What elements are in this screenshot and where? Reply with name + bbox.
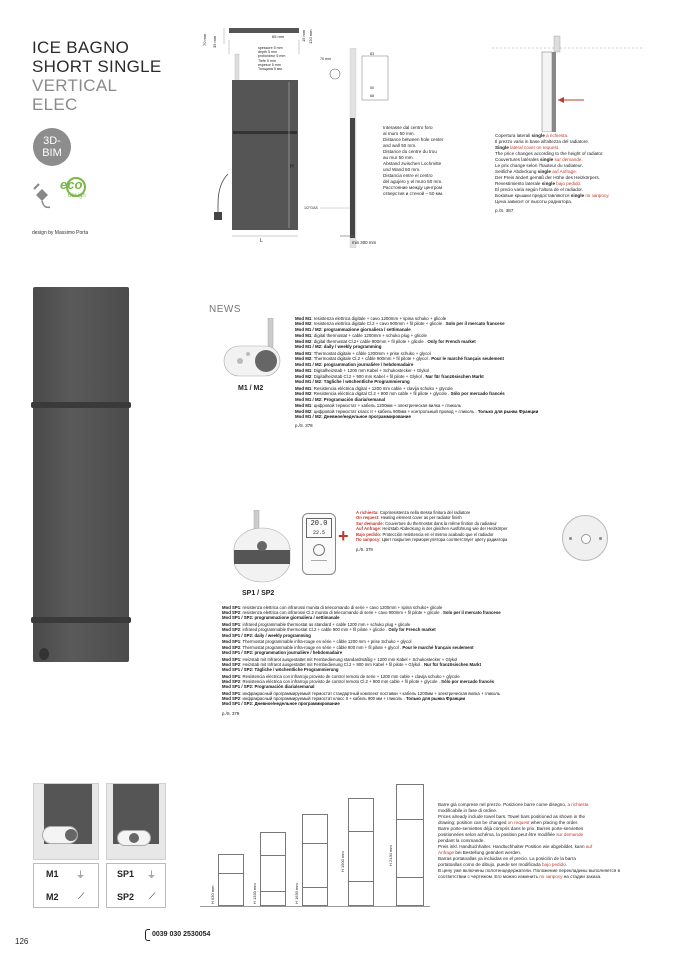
radiator-photo bbox=[33, 287, 129, 662]
model-line: Mod SP1 / SP2: Tägliche / wöchentliche Programmierung bbox=[222, 667, 339, 673]
model-group bbox=[295, 403, 655, 419]
bim-line-2: BIM bbox=[42, 147, 62, 159]
model-group bbox=[222, 605, 662, 621]
model-line: Mod M1 / M2: Дневное/недельное программирование bbox=[295, 414, 411, 420]
note-line: Distancia entre el centro bbox=[383, 173, 433, 178]
request-notes bbox=[356, 510, 566, 553]
min-300-label: min 300 mm bbox=[352, 240, 377, 245]
model-ref: p./S. 379 bbox=[222, 710, 240, 716]
model-group bbox=[295, 333, 655, 349]
note-line: al muro 50 mm. bbox=[383, 131, 415, 136]
model-line: Mod SP1 / SP2: programmazione giornaliera / settimanale bbox=[222, 615, 340, 621]
model-line: Mod SP1 / SP2: Programación diaria/semanal bbox=[222, 684, 315, 690]
model-line: Mod SP1: Heizstab mit Infrarot ausgestattet mit Fernbedienung standardmäßig + 1200 mm Kabel + Schukostecker + Glykol bbox=[222, 656, 458, 662]
cover-line: El precio varia según l'altura de el radiador. bbox=[495, 187, 583, 192]
designer-credit: design by Massimo Porta bbox=[32, 230, 89, 236]
model-line: Mod M1 / M2: programmation journalière / hebdomadaire bbox=[295, 361, 414, 367]
remote-display-big: 20.0 bbox=[310, 520, 328, 528]
bars-line: Barre già comprese nel prezzo. Posizione barre come disegno, a richiesta bbox=[438, 802, 589, 807]
title-line-1: ICE BAGNO bbox=[32, 38, 130, 57]
bars-line: Barre porte-serviettes déjà compris dans le prix. Barres porte-serviettes bbox=[438, 826, 584, 831]
cover-disc-image bbox=[562, 515, 608, 561]
model-group bbox=[222, 691, 662, 707]
phone-number[interactable]: 0039 030 2530054 bbox=[152, 931, 211, 938]
bim-line-1: 3D- bbox=[43, 135, 61, 147]
m-thermostat-image bbox=[218, 318, 288, 383]
radiator-outline bbox=[302, 814, 328, 906]
product-title bbox=[32, 38, 162, 114]
radiator-outline bbox=[260, 832, 286, 906]
cover-line: Couvertures latérales single sur demande. bbox=[495, 157, 583, 162]
thickness-line: depth 5 mm bbox=[258, 50, 277, 55]
note-line: Расстояние между центром bbox=[383, 185, 443, 190]
bars-line: drawing; position can be changed on request when placing the order. bbox=[438, 820, 579, 825]
eco-text: eco bbox=[60, 177, 83, 192]
cover-line: Le prix change selon l'hauteur du radiateur. bbox=[495, 163, 583, 168]
cover-notes bbox=[495, 133, 655, 214]
gas-label: 1/2"GAS bbox=[304, 206, 318, 210]
radiator-outline bbox=[218, 854, 244, 906]
cover-line: Revestimiento laterale single bajo pedido. bbox=[495, 181, 582, 186]
cover-line: Single lateral cover on request. bbox=[495, 145, 560, 150]
height-h-label: H bbox=[290, 164, 294, 170]
dim-15: 15 mm bbox=[301, 29, 306, 42]
note-line: Abstand zwischen Lochmitte bbox=[383, 161, 442, 166]
height-label: H 1630 mm bbox=[294, 883, 299, 904]
sp-detail-photo bbox=[106, 783, 166, 860]
wire-icon: ⟋ bbox=[149, 891, 156, 901]
note-line: del agujero y el muro 50 mm. bbox=[383, 179, 443, 184]
model-line: Mod M2: digital thermostat Cl.2+ cable 900mm + fil pilote + glicole . Only for French market bbox=[295, 338, 476, 344]
model-line: Mod SP2: инфракрасный программируемый термостат класс II + кабель 900 мм + гликоль . Только для рынка Франции bbox=[222, 696, 466, 702]
model-ref: p./S. 378 bbox=[295, 423, 313, 429]
request-line: Auf Anfrage: Heizstab Abdeckung in der gleichen Ausführung wie der Heizkörper bbox=[356, 526, 508, 532]
thickness-line: Tiefe 5 mm bbox=[258, 58, 276, 63]
cover-line: Цена зависит от высоты радиатора. bbox=[495, 199, 573, 204]
model-line: Mod M2: Thermostat digitale Cl.2 + câble 900mm + fil pilote + glycol . Pour le marché français seulement bbox=[295, 356, 504, 362]
model-line: Mod SP1: Thermostat programmable infra-rouge en série + câble 1200 mm + prise Schuko + glycol bbox=[222, 639, 412, 645]
dim-120: 120 mm bbox=[308, 29, 313, 44]
model-line: Mod M1 / M2: Programación diaria/semanal bbox=[295, 396, 386, 402]
side-dim-68: 68 bbox=[370, 94, 374, 98]
radiator-outline bbox=[396, 784, 424, 906]
model-line: Mod M1: Digitalheizstab + 1200 mm Kabel + Schukostecker + Glykol bbox=[295, 368, 430, 374]
towel-bar-bottom bbox=[31, 617, 131, 623]
title-line-2: SHORT SINGLE bbox=[32, 57, 162, 76]
bars-line: positionnées selon achéma, la position peut être modifiée sur demande bbox=[438, 832, 584, 837]
bim-badge[interactable] bbox=[33, 128, 71, 166]
heating-element-knob bbox=[39, 648, 49, 660]
cover-line: The price changes according to the height of radiator. bbox=[495, 151, 604, 156]
model-line: Mod M1 / M2: programmazione giornaliera / settimanale bbox=[295, 326, 411, 332]
model-line: Mod SP1: resistenza elettrica con infrarossi munita di telecomando di serie + cavo 1200mm + spina schuko+ glicole bbox=[222, 605, 443, 610]
bars-line: portatoallas como de dibujo, puede ser modificada bajo pedido. bbox=[438, 862, 567, 867]
plus-icon: + bbox=[338, 526, 349, 546]
dim-35: 35 mm bbox=[212, 35, 217, 48]
model-line: Mod SP1: инфракрасный программируемый термостат стандартный комплект поставки + кабель 1200мм + электрическая вилка + гликоль bbox=[222, 691, 501, 697]
dim-70: 70 mm bbox=[202, 33, 207, 46]
model-line: Mod SP1: Resistencia eléctrica con infrarrojo provisto de control remoto de serie + 1200 mm cable + clavija schuko + glycole bbox=[222, 673, 460, 679]
cover-ref: p./S. 387 bbox=[495, 208, 514, 213]
thickness-line: spessore 5 mm bbox=[258, 46, 283, 50]
model-line: Mod M1: цифровой термостат + кабель 1200мм + электрическая вилка + гликоль bbox=[295, 403, 462, 409]
interasse-notes bbox=[383, 125, 483, 197]
thickness-line: profondeur 5 mm bbox=[258, 54, 286, 59]
request-line: A richiesta: Copriresistenza nella stessa finitura del radiatore bbox=[356, 510, 471, 515]
m-model-label: M1 / M2 bbox=[238, 385, 264, 392]
side-dim-50: 50 bbox=[370, 86, 374, 90]
bars-line: Anfrage bei Bestellung geändert werden. bbox=[438, 850, 522, 855]
title-line-4: ELEC bbox=[32, 95, 78, 114]
model-group bbox=[222, 622, 662, 638]
note-line: отверстия и стеной – 50 мм. bbox=[383, 191, 444, 196]
model-line: Mod M1 / M2: daily / weekly programming bbox=[295, 344, 382, 350]
model-line: Mod M2: Digitalheizstab Cl.2 + 900 mm Kabel + fil pilote + Glykol . Nur für französischen Markt bbox=[295, 373, 484, 379]
request-ref: p./S. 379 bbox=[356, 547, 373, 553]
note-line: Interasse dal centro foro bbox=[383, 125, 433, 130]
plug-icon: ⏚ bbox=[147, 870, 157, 880]
height-label: H 2130 mm bbox=[388, 845, 393, 866]
radiator-outline bbox=[348, 798, 374, 906]
m-plug-panel bbox=[33, 863, 99, 908]
thickness-notes bbox=[258, 46, 285, 71]
dim-65: 65 mm bbox=[272, 34, 285, 39]
height-range-drawings bbox=[200, 782, 430, 912]
request-line: On request: Heating element cover as per radiator finish bbox=[356, 515, 462, 521]
sp2-label: SP2 bbox=[117, 892, 135, 902]
towel-bar-top bbox=[31, 402, 131, 408]
thickness-line: Толщина 5 мм bbox=[258, 67, 282, 72]
model-line: Mod SP2: infrared programmable thermostat Cl.2 + cable 900 mm + fil pilote + glicole . Only for French market bbox=[222, 627, 436, 633]
m2-label: M2 bbox=[46, 892, 59, 902]
model-line: Mod SP1: infrared programmable thermostat as standard + cable 1200 mm + schuko plug + glicole bbox=[222, 622, 411, 628]
model-group bbox=[222, 657, 662, 673]
model-group bbox=[295, 386, 655, 402]
height-label: H 930 mm bbox=[210, 885, 215, 904]
height-label: H 1900 mm bbox=[340, 851, 345, 872]
cover-line: Der Preis ändert gemäß der Höhe des Heizkörpers. bbox=[495, 175, 600, 180]
length-l-label: L bbox=[260, 238, 263, 244]
cover-line: Боковые крышки предоставляются single по запросу. bbox=[495, 193, 610, 198]
height-label: H 1330 mm bbox=[252, 883, 257, 904]
note-line: Distance du centre du trou bbox=[383, 149, 437, 154]
model-line: Mod SP2: Resistencia eléctrica con infrarrojo provisto de control remoto Cl.2 + 900 mm cable + fil pilote + glycole . Sólo por mercado francés bbox=[222, 679, 495, 685]
cover-line: Copertura laterali single a richiesta. bbox=[495, 133, 569, 138]
model-line: Mod SP1 / SP2: daily / weekly programming bbox=[222, 632, 311, 638]
bars-line: modificabile in fase di ordine. bbox=[438, 808, 498, 813]
remote-display bbox=[306, 518, 332, 538]
remote-display-small: 22.5 bbox=[312, 530, 325, 536]
bars-line: Preis inkl. Handtuchhalter. Handtuchhalter Position wie abgebildet, kann auf bbox=[438, 844, 593, 849]
model-line: Mod SP2: Heizstab mit Infrarot ausgestattet mit Fernbedienung Cl.2 + 900 mm Kabel + fil pilote + Glykol . Nur für französischen Markt bbox=[222, 661, 482, 667]
sp1-label: SP1 bbox=[117, 869, 135, 879]
m-detail-photo bbox=[33, 783, 99, 860]
request-line: Bajo pedido: Protección resistencia en el mismo acabado que el radiador bbox=[356, 531, 494, 537]
sp-models-list bbox=[222, 605, 662, 716]
model-line: Mod M1 / M2: Tägliche / wöchentliche Programmierung bbox=[295, 379, 410, 385]
plug-icon: ⏚ bbox=[76, 870, 86, 880]
model-line: Mod SP1 / SP2: programmation journalière / hebdomadaire bbox=[222, 649, 343, 655]
bars-line: Barras portatoallas ya incluidas en el precio. La posición de la barra bbox=[438, 856, 576, 861]
model-group bbox=[295, 351, 655, 367]
model-line: Mod M1: digital thermostat + cable 1200mm + schuko plug + glicole bbox=[295, 333, 427, 339]
thickness-line: espesor 5 mm bbox=[258, 62, 281, 67]
phone-icon bbox=[145, 929, 150, 941]
page-number: 126 bbox=[15, 937, 29, 946]
model-line: Mod SP2: resistenza elettrica con infrarossi Cl.2 munita di telecomando di serie + cavo 900mm + fil pilote + glicole . Solo per il mercato francese bbox=[222, 610, 501, 616]
model-line: Mod SP2: Thermostat programmable infra-rouge en série + câble 900 mm + fil pilote + glycol . Pour le marché français seulement bbox=[222, 644, 474, 650]
cover-drawing bbox=[492, 22, 642, 132]
model-line: Mod M2: цифровой термостат класс II + кабель 900мм + контрольный провод + гликоль . Только для рынка Франции bbox=[295, 408, 539, 414]
bars-line: pendant la commande. bbox=[438, 838, 485, 843]
model-group bbox=[222, 639, 662, 655]
model-line: Mod M2: resistenza elettrica digitale Cl.2 + cavo 900mm + fil pilote + glicole . Solo per il mercato francese bbox=[295, 321, 505, 327]
sp-model-label: SP1 / SP2 bbox=[242, 590, 275, 597]
note-line: Distance between hole center bbox=[383, 137, 444, 142]
side-technical-drawing bbox=[304, 48, 390, 248]
request-line: По запросу: Цвет покрытия терморегулятора соответствует цвету радиатора bbox=[356, 537, 508, 543]
side-dim-83: 83 bbox=[370, 52, 374, 56]
model-line: Mod M2: Resistencia eléctrica digital Cl.2 + 900 mm cable + fil pilote + glycole . Sólo por mercado francés bbox=[295, 391, 505, 397]
side-dim-70: 70 mm bbox=[320, 57, 331, 61]
remote-button bbox=[313, 544, 325, 556]
model-line: Mod SP1 / SP2: Дневное/недельное программирование bbox=[222, 701, 340, 707]
news-heading: NEWS bbox=[209, 304, 241, 315]
request-line: Sur demande: Couverture du thermostat dans la même finition du radiateur bbox=[356, 520, 497, 526]
model-line: Mod M1: Resistencia eléctrica digital + 1200 mm cable + clavija schuko + glycole bbox=[295, 385, 453, 391]
eco-design-text: design bbox=[68, 193, 86, 199]
bars-line: соответствии с чертежом. Его можно изменить по запросу на стадии заказа. bbox=[438, 874, 602, 879]
title-line-3: VERTICAL bbox=[32, 76, 118, 95]
model-group bbox=[222, 674, 662, 690]
cover-line: Seitliche Abdeckung single auf Anfrage. bbox=[495, 169, 577, 174]
m-models-list bbox=[295, 316, 655, 429]
note-line: and wall 50 mm. bbox=[383, 143, 417, 148]
bars-line: Prices already include towel bars. Towel bars positioned as shown in the bbox=[438, 814, 585, 819]
note-line: und Wand 50 mm. bbox=[383, 167, 421, 172]
model-line: Mod M1: resistenza elettrica digitale + cavo 1200mm + spina schuko + glicole bbox=[295, 316, 447, 321]
note-line: au mur 50 mm. bbox=[383, 155, 414, 160]
remote-control bbox=[302, 513, 336, 575]
model-group bbox=[295, 316, 655, 332]
remote-keys bbox=[311, 560, 327, 568]
m1-label: M1 bbox=[46, 869, 59, 879]
cover-line: Il prezzo varia in base all'altezza del radiatore. bbox=[495, 139, 590, 144]
model-group bbox=[295, 368, 655, 384]
model-line: Mod M1: Thermostat digitale + câble 1200mm + prise schuko + glycol bbox=[295, 350, 431, 356]
bars-line: В цену уже включены полотенцедержатели. Положение перекладины выполняется в bbox=[438, 868, 621, 873]
eco-design-logo bbox=[32, 173, 102, 213]
sp-thermostat-image bbox=[228, 510, 298, 585]
wire-icon: ⟋ bbox=[78, 891, 85, 901]
sp-plug-panel bbox=[106, 863, 166, 908]
towel-bars-notes bbox=[438, 802, 660, 880]
